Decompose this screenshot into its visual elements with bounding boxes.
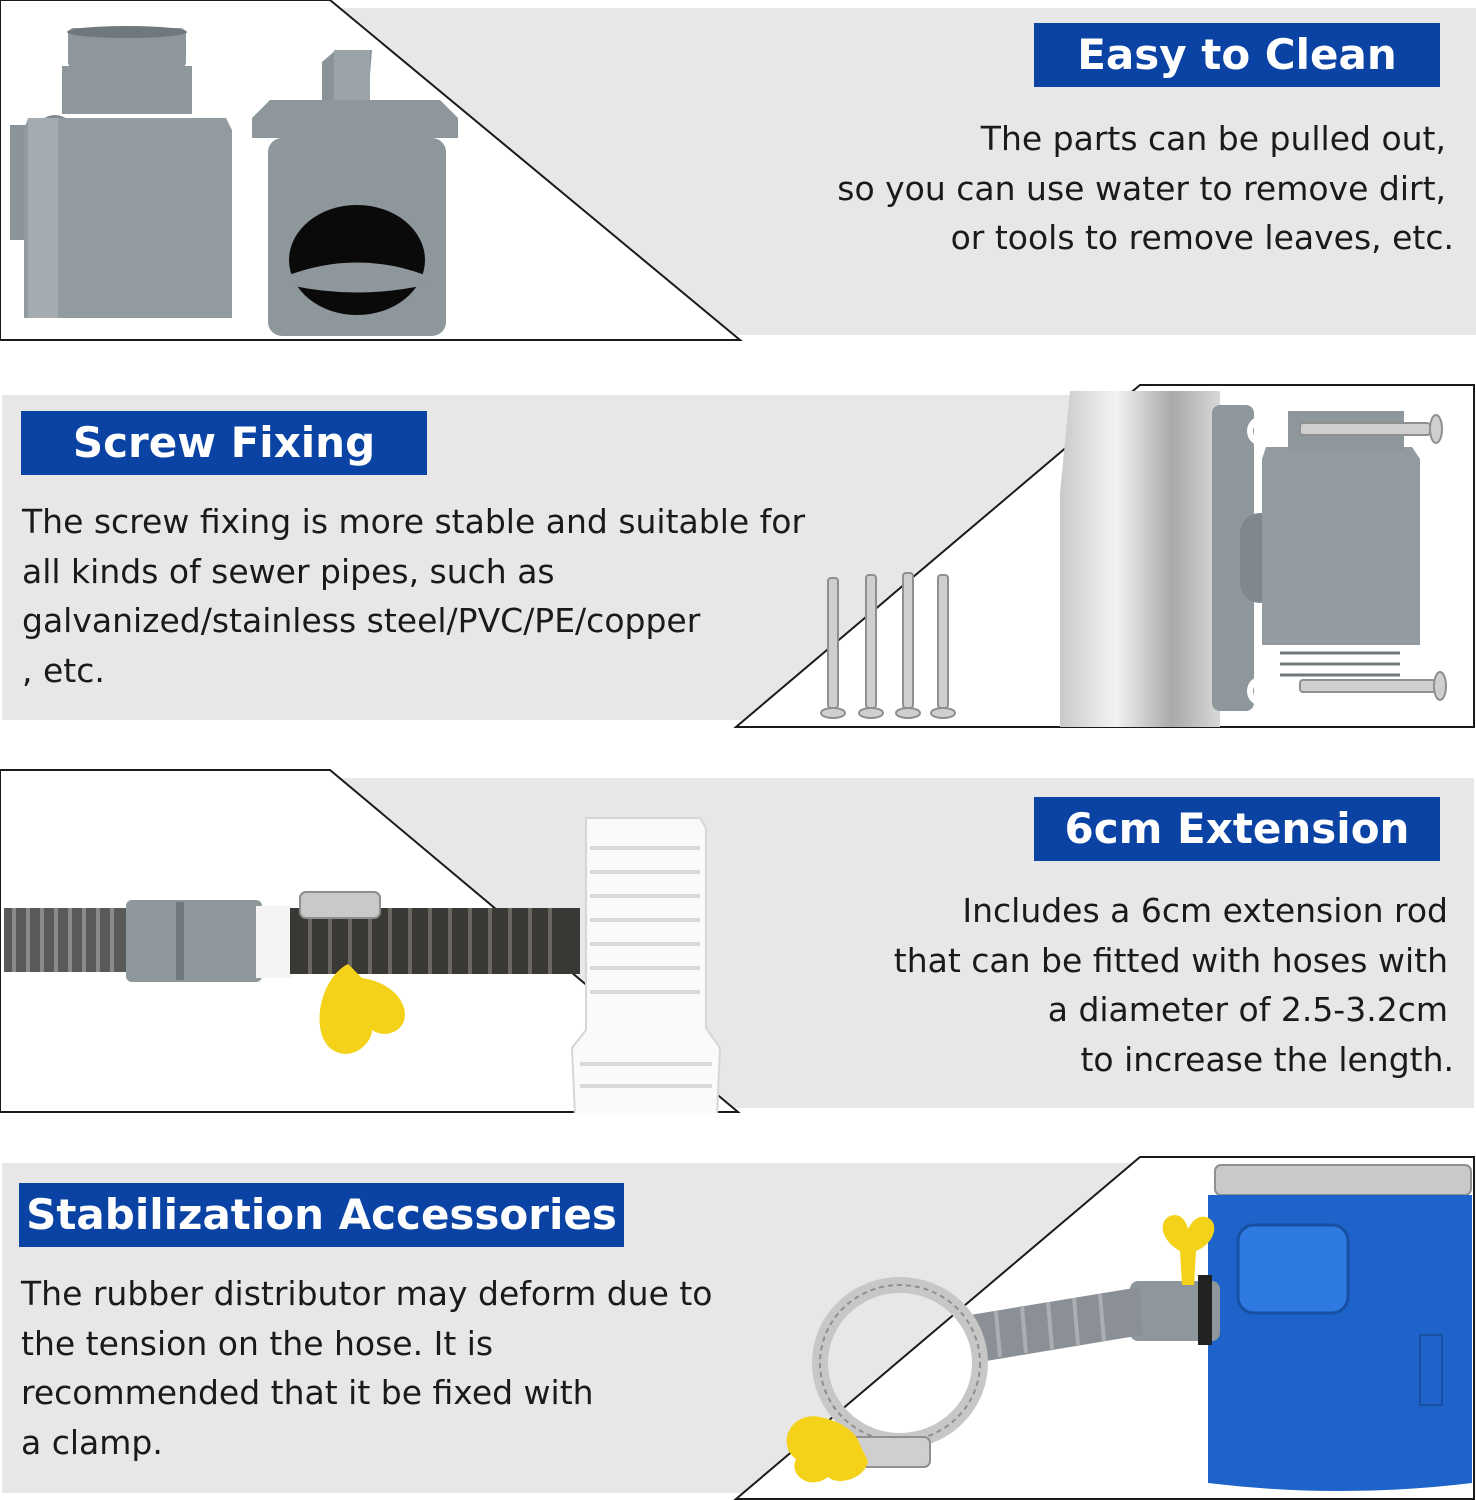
description-line: galvanized/stainless steel/PVC/PE/copper — [22, 601, 701, 640]
section-screw-fixing — [0, 383, 1476, 728]
barrel-with-hose-clamp-image — [760, 1155, 1476, 1500]
rain-diverter-parts-image — [0, 0, 480, 345]
description-line: The screw fixing is more stable and suitable for — [22, 502, 806, 541]
description-line: all kinds of sewer pipes, such as — [22, 551, 555, 591]
section-easy-to-clean — [0, 0, 1476, 345]
section-title: Easy to Clean — [1034, 23, 1440, 87]
description-line: The rubber distributor may deform due to — [21, 1274, 713, 1313]
section-title: 6cm Extension — [1034, 797, 1440, 861]
description-line: or tools to remove leaves, etc. — [950, 218, 1454, 257]
section-stabilization — [0, 1155, 1476, 1500]
section-description — [21, 1269, 713, 1467]
description-line: , etc. — [22, 650, 105, 690]
pipe-mounted-diverter-with-screws-image — [740, 383, 1476, 728]
section-description — [894, 886, 1454, 1084]
description-line: to increase the length. — [1080, 1039, 1454, 1079]
description-line: a clamp. — [21, 1422, 163, 1462]
description-line: that can be fitted with hoses with — [893, 940, 1448, 980]
description-line: the tension on the hose. It is — [21, 1323, 494, 1363]
section-extension — [0, 768, 1476, 1113]
description-line: a diameter of 2.5-3.2cm — [1047, 990, 1448, 1029]
description-line: so you can use water to remove dirt, — [837, 168, 1446, 208]
section-description — [837, 114, 1454, 263]
hose-with-extension-rod-image — [0, 768, 740, 1113]
section-title: Screw Fixing — [21, 411, 427, 475]
section-title: Stabilization Accessories — [19, 1183, 624, 1247]
description-line: The parts can be pulled out, — [980, 119, 1446, 158]
description-line: Includes a 6cm extension rod — [962, 891, 1448, 930]
section-description — [22, 497, 805, 695]
description-line: recommended that it be fixed with — [21, 1373, 594, 1412]
